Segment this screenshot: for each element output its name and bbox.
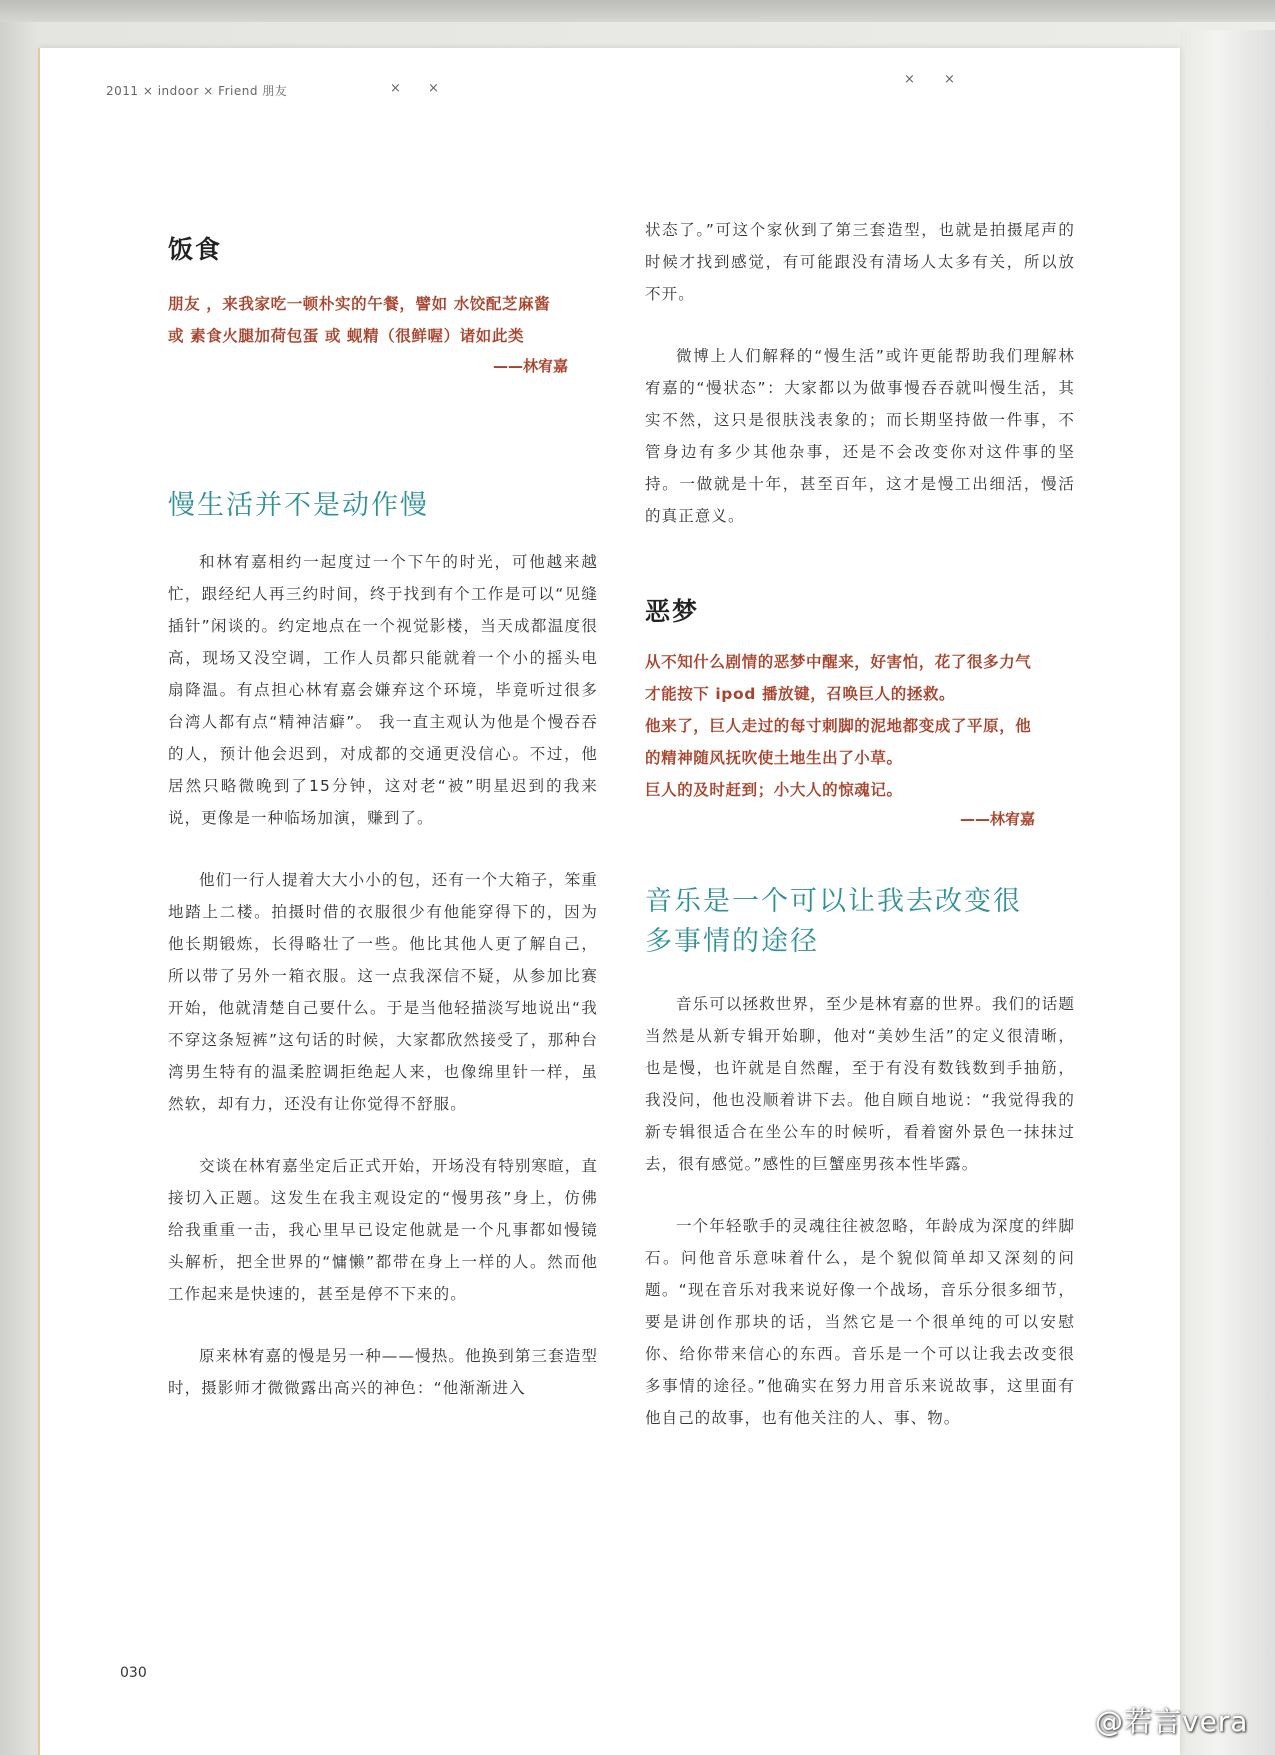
quote-line: 才能按下 ipod 播放键，召唤巨人的拯救。: [645, 685, 956, 703]
section-title-food: 饭食: [168, 235, 223, 264]
quote-line: 的精神随风抚吹使土地生出了小草。: [645, 749, 903, 767]
article-paragraph: 交谈在林宥嘉坐定后正式开始，开场没有特别寒暄，直接切入正题。这发生在我主观设定的“慢男孩”身上，仿佛给我重重一击，我心里早已设定他就是一个凡事都如慢镜头解析，把全世界的“慵懒”都带在身上一样的人。然而他工作起来是快速的，甚至是停不下来的。: [168, 1157, 598, 1303]
quote-signature: ——林宥嘉: [959, 810, 1035, 828]
quote-signature: ——林宥嘉: [492, 357, 568, 375]
scan-top-edge: [0, 0, 1275, 22]
section-title-nightmare: 恶梦: [645, 597, 700, 626]
section-title-line: 音乐是一个可以让我去改变很: [645, 886, 1022, 917]
quote-line: 从不知什么剧情的恶梦中醒来，好害怕，花了很多力气: [645, 653, 1032, 671]
left-column: [168, 230, 598, 1404]
magazine-page: [40, 48, 1180, 1755]
nightmare-quote: [645, 646, 1075, 832]
article-paragraph: 微博上人们解释的“慢生活”或许更能帮助我们理解林宥嘉的“慢状态”：大家都以为做事慢吞吞就叫慢生活，其实不然，这只是很肤浅表象的；而长期坚持做一件事，不管身边有多少其他杂事，还是不会改变你对这件事的坚持。一做就是十年，甚至百年，这才是慢工出细活，慢活的真正意义。: [645, 347, 1075, 525]
article-paragraph: 一个年轻歌手的灵魂往往被忽略，年龄成为深度的绊脚石。问他音乐意味着什么，是个貌似简单却又深刻的问题。“现在音乐对我来说好像一个战场，音乐分很多细节，要是讲创作那块的话，当然它是一个很单纯的可以安慰你、给你带来信心的东西。音乐是一个可以让我去改变很多事情的途径。”他确实在努力用音乐来说故事，这里面有他自己的故事，也有他关注的人、事、物。: [645, 1217, 1075, 1427]
page-number: 030: [120, 1665, 147, 1681]
article-paragraph: 他们一行人提着大大小小的包，还有一个大箱子，笨重地踏上二楼。拍摄时借的衣服很少有他能穿得下的，因为他长期锻炼，长得略壮了一些。他比其他人更了解自己，所以带了另外一箱衣服。这一点我深信不疑，从参加比赛开始，他就清楚自己要什么。于是当他轻描淡写地说出“我不穿这条短裤”这句话的时候，大家都欣然接受了，那种台湾男生特有的温柔腔调拒绝起人来，也像绵里针一样，虽然软，却有力，还没有让你觉得不舒服。: [168, 871, 598, 1113]
quote-line: 巨人的及时赶到；小大人的惊魂记。: [645, 781, 903, 799]
article-paragraph: 和林宥嘉相约一起度过一个下午的时光，可他越来越忙，跟经纪人再三约时间，终于找到有个工作是可以“见缝插针”闲谈的。约定地点在一个视觉影楼，当天成都温度很高，现场又没空调，工作人员都只能就着一个小的摇头电扇降温。有点担心林宥嘉会嫌弃这个环境，毕竟听过很多台湾人都有点“精神洁癖”。 我一直主观认为他是个慢吞吞的人，预计他会迟到，对成都的交通更没信心。不过，他居然只略微晚到了15分钟，这对老“被”明星迟到的我来说，更像是一种临场加演，赚到了。: [168, 553, 598, 827]
article-paragraph: 音乐可以拯救世界，至少是林宥嘉的世界。我们的话题当然是从新专辑开始聊，他对“美妙生活”的定义很清晰，也是慢，也许就是自然醒，至于有没有数钱数到手抽筋，我没问，他也没顺着讲下去。他自顾自地说：“我觉得我的新专辑很适合在坐公车的时候听，看着窗外景色一抹抹过去，很有感觉。”感性的巨蟹座男孩本性毕露。: [645, 995, 1075, 1173]
food-quote: [168, 288, 598, 380]
cross-mark: ×: [944, 72, 955, 87]
article-paragraph: 状态了。”可这个家伙到了第三套造型，也就是拍摄尾声的时候才找到感觉，有可能跟没有清场人太多有关，所以放不开。: [645, 221, 1075, 303]
section-title-slow-life: 慢生活并不是动作慢: [168, 490, 429, 521]
quote-line: 朋友 ，来我家吃一顿朴实的午餐，譬如 水饺配芝麻酱: [168, 295, 551, 313]
cross-mark: ×: [390, 81, 401, 96]
right-column: [645, 214, 1075, 1434]
article-paragraph: 原来林宥嘉的慢是另一种——慢热。他换到第三套造型时，摄影师才微微露出高兴的神色：“他渐渐进入: [168, 1347, 598, 1397]
quote-line: 或 素食火腿加荷包蛋 或 蚬精（很鲜喔）诸如此类: [168, 327, 525, 345]
quote-line: 他来了，巨人走过的每寸刺脚的泥地都变成了平原，他: [645, 717, 1032, 735]
next-page-edge: [1180, 30, 1275, 1755]
cross-mark: ×: [904, 72, 915, 87]
section-title-line: 多事情的途径: [645, 926, 819, 957]
watermark: @若言vera: [1095, 1705, 1249, 1738]
section-title-music: [645, 882, 1075, 962]
running-head: 2011 × indoor × Friend 朋友: [106, 84, 288, 98]
cross-mark: ×: [428, 81, 439, 96]
